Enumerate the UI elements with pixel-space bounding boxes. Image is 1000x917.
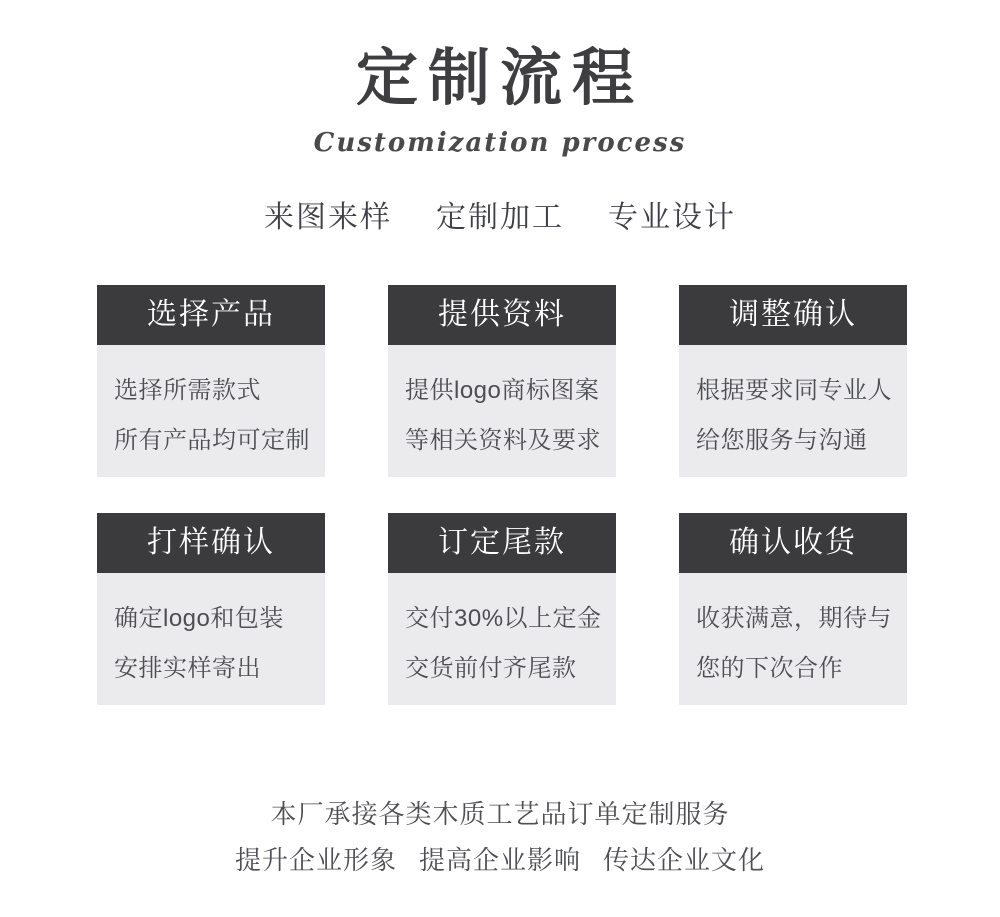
card-step-5: [388, 513, 616, 705]
card-step-1: [97, 285, 325, 477]
card-step-1-line-2: 所有产品均可定制: [114, 427, 310, 454]
card-step-4: [97, 513, 325, 705]
english-subtitle: Customization process: [313, 128, 687, 158]
card-step-5-title: 订定尾款: [388, 513, 616, 573]
card-step-1-title: 选择产品: [97, 285, 325, 345]
card-step-3: [679, 285, 907, 477]
tagline-phrase-3: 专业设计: [608, 201, 736, 234]
card-step-4-line-2: 安排实样寄出: [114, 655, 261, 682]
card-step-6-body: [679, 573, 907, 705]
footer-slogan-1: 提升企业形象: [234, 845, 397, 875]
footer-slogans: [0, 840, 1000, 877]
card-step-5-line-1: 交付30%以上定金: [405, 605, 602, 632]
card-step-3-title: 调整确认: [679, 285, 907, 345]
tagline-phrase-2: 定制加工: [436, 201, 564, 234]
tagline: [0, 192, 1000, 236]
card-step-4-body: [97, 573, 325, 705]
card-step-1-line-1: 选择所需款式: [114, 377, 261, 404]
card-step-3-line-1: 根据要求同专业人: [696, 377, 892, 404]
footer-slogan-3: 传达企业文化: [603, 845, 766, 875]
card-step-6-line-1: 收获满意，期待与: [696, 605, 892, 632]
footer-description: 本厂承接各类木质工艺品订单定制服务: [270, 799, 730, 829]
card-step-6: [679, 513, 907, 705]
card-step-3-body: [679, 345, 907, 477]
process-cards-grid: [97, 285, 907, 705]
card-step-2-line-1: 提供logo商标图案: [405, 377, 600, 404]
card-step-1-body: [97, 345, 325, 477]
footer-slogan-2: 提高企业影响: [418, 845, 581, 875]
card-step-2: [388, 285, 616, 477]
card-step-6-line-2: 您的下次合作: [696, 655, 843, 682]
card-step-5-body: [388, 573, 616, 705]
card-step-2-title: 提供资料: [388, 285, 616, 345]
card-step-5-line-2: 交货前付齐尾款: [405, 655, 577, 682]
card-step-2-body: [388, 345, 616, 477]
tagline-phrase-1: 来图来样: [264, 201, 392, 234]
card-step-3-line-2: 给您服务与沟通: [696, 427, 868, 454]
card-step-4-title: 打样确认: [97, 513, 325, 573]
main-title: 定制流程: [355, 41, 644, 114]
card-step-2-line-2: 等相关资料及要求: [405, 427, 601, 454]
card-step-6-title: 确认收货: [679, 513, 907, 573]
card-step-4-line-1: 确定logo和包装: [114, 605, 284, 632]
